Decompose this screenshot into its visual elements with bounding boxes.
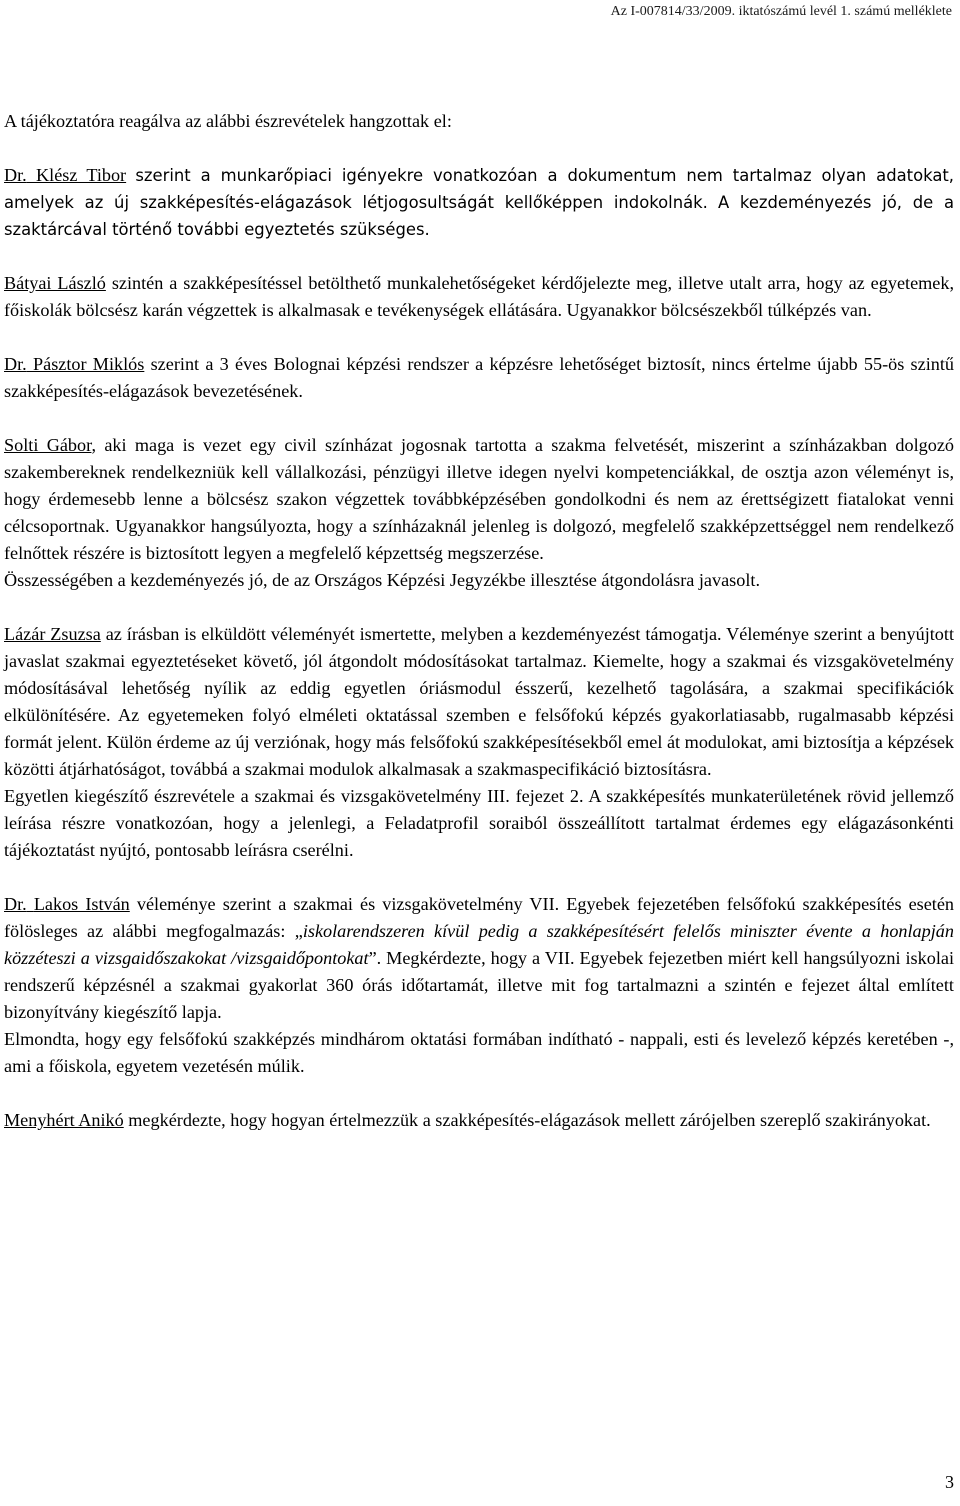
paragraph-lakos — [4, 891, 954, 1026]
comment-text: véleménye szerint a szakmai és vizsgakövetelmény VII. Egyebek fejezetében felsőfokú szakképesítés esetén fölösleges az alábbi megfogalmazás: „ — [4, 894, 955, 941]
paragraph-menyhert — [4, 1107, 954, 1134]
speaker-name: Solti Gábor — [4, 435, 92, 455]
speaker-name: Dr. Lakos István — [4, 894, 130, 914]
comment-text: szerint a munkarőpiaci igényekre vonatkozóan a dokumentum nem tartalmaz olyan adatokat, amelyek az új szakképesítés-elágazások létjogosultságát kellőképpen indokolnák. — [4, 166, 955, 212]
comment-text: megkérdezte, hogy hogyan értelmezzük a szakképesítés-elágazások mellett zárójelben szereplő szakirányokat. — [128, 1110, 931, 1130]
comment-text: szerint a 3 éves Bolognai képzési rendszer a képzésre lehetőséget biztosít, nincs értelme újabb 55-ös szintű szakképesítés-elágazások bevezetésének. — [4, 354, 955, 401]
comment-text: , aki maga is vezet egy civil színházat jogosnak tartotta a szakma felvetését, miszerint a színházakban dolgozó szakembereknek rendelkezniük kell vállalkozási, pénzügyi illetve idegen nyelvi kompetenciákkal, de osztja azon véleményt is, hogy érdemesebb lenne a bölcsész szakon végzettek továbbképzésében gondolkodni és nem az érettségizett fiatalokat venni célcsoportnak. Ugyanakkor hangsúlyozta, hogy a színházaknál jelenleg is dolgozó, megfelelő szakképzettséggel nem rendelkező felnőttek részére is biztosított legyen a megfelelő képzettség megszerzése. — [4, 435, 955, 563]
paragraph-klesz — [4, 162, 954, 243]
paragraph-solti-summary: Összességében a kezdeményezés jó, de az Országos Képzési Jegyzékbe illesztése átgondolásra javasolt. — [4, 570, 760, 590]
speaker-name: Bátyai László — [4, 273, 106, 293]
paragraph-lazar — [4, 621, 954, 783]
page-number: 3 — [945, 1472, 954, 1492]
comment-text: az írásban is elküldött véleményét ismertette, melyben a kezdeményezést támogatja. Véleménye szerint a benyújtott javaslat szakmai egyeztetéseket követő, jól átgondolt módosításokat tartalmaz. Kiemelte, hogy a szakmai és vizsgakövetelmény módosításával lehetőség nyílik az eddig egyetlen óriásmodul ésszerű, kezelhető tagolására, a szakmai specifikációk elkülönítésére. Az egyetemeken folyó elméleti oktatással szemben e felsőfokú képzés gyakorlatiasabb, rugalmasabb képzési formát jelent. Külön érdeme az új verziónak, hogy más felsőfokú szakképesítésekből emel át modulokat, ami biztosítja a képzések közötti átjárhatóságot, továbbá a szakmai modulok alkalmasak a szakmaspecifikáció biztosításra. — [4, 624, 955, 779]
comment-text: A kezdeményezés jó, de a szaktárcával történő további egyeztetés szükséges. — [4, 193, 955, 239]
speaker-name: Dr. Pásztor Miklós — [4, 354, 145, 374]
comment-text: ”. Megkérdezte, hogy a VII. Egyebek fejezetben miért kell hangsúlyozni iskolai rendszerű képzésnél a szakmai gyakorlat 360 órás időtartamát, illetve mit fog tartalmazni a szintén e fejezet által említett bizonyítvány kiegészítő lapja. — [4, 948, 954, 1022]
speaker-name: Dr. Klész Tibor — [4, 165, 127, 185]
document-reference-header: Az I-007814/33/2009. iktatószámú levél 1. számú melléklete — [610, 4, 952, 19]
paragraph-lakos-addendum: Elmondta, hogy egy felsőfokú szakképzés mindhárom oktatási formában indítható - nappali, esti és levelező képzés keretében -, ami a főiskola, egyetem vezetésén múlik. — [4, 1029, 954, 1076]
speaker-name: Menyhért Anikó — [4, 1110, 124, 1130]
comment-text: szintén a szakképesítéssel betölthető munkalehetőségeket kérdőjelezte meg, illetve utalt arra, hogy az egyetemek, főiskolák bölcsész karán végzettek is alkalmasak e tevékenységek ellátására. Ugyanakkor bölcsészekből túlképzés van. — [4, 273, 954, 320]
paragraph-pasztor — [4, 351, 954, 405]
intro-line: A tájékoztatóra reagálva az alábbi észrevételek hangzottak el: — [4, 111, 452, 131]
paragraph-batyai — [4, 270, 954, 324]
paragraph-lazar-addendum: Egyetlen kiegészítő észrevétele a szakmai és vizsgakövetelmény III. fejezet 2. A szakképesítés munkaterületének rövid jellemző leírása részre vonatkozóan, hogy a jelenlegi, a Feladatprofil soraiból összeállított tartalmat érdemes egy elágazásonkénti tájékoztatást nyújtó, pontosabb leírásra cserélni. — [4, 786, 954, 860]
paragraph-solti — [4, 432, 954, 567]
document-body — [4, 108, 954, 1134]
quoted-text: iskolarendszeren kívül pedig a szakképesítésért felelős miniszter évente a honlapján közzéteszi a vizsgaidőszakokat /vizsgaidőpontokat — [4, 921, 954, 968]
speaker-name: Lázár Zsuzsa — [4, 624, 101, 644]
